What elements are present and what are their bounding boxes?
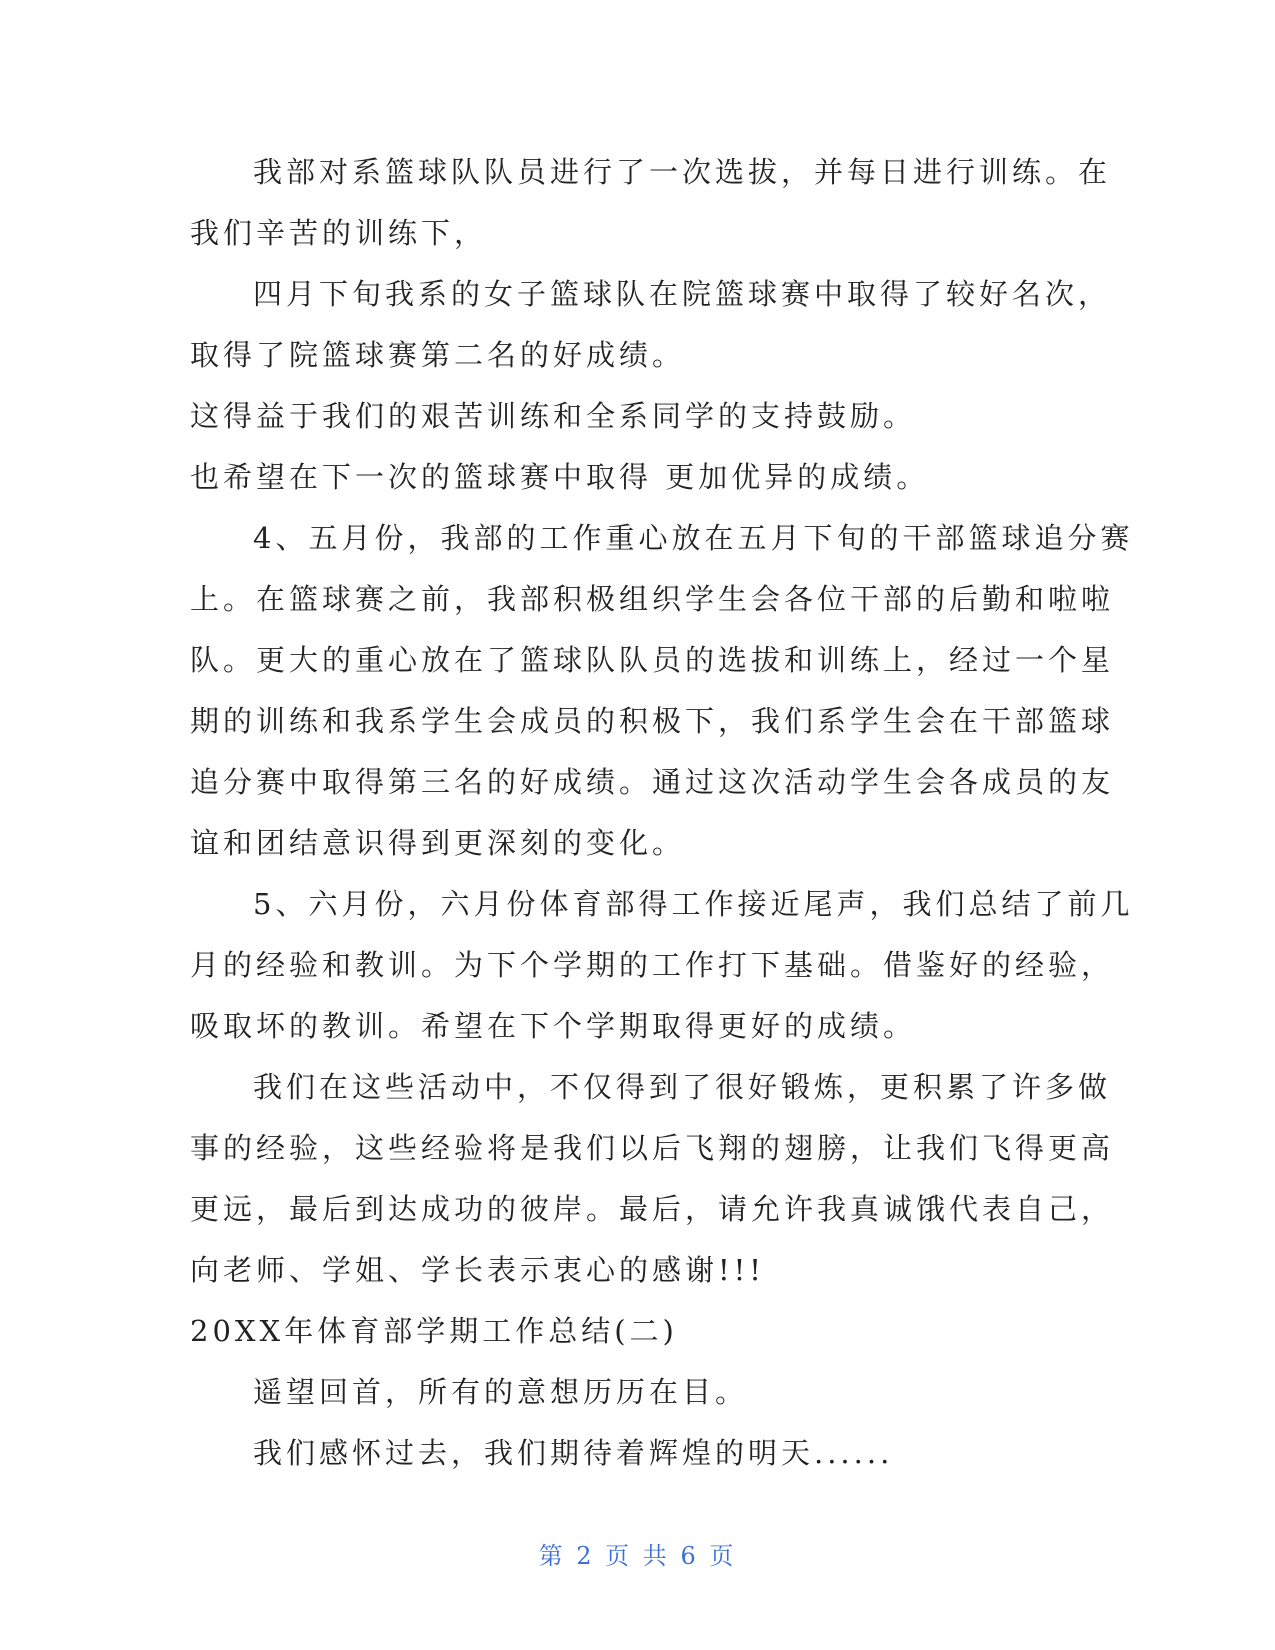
text-line: 4、五月份，我部的工作重心放在五月下旬的干部篮球追分赛 bbox=[253, 521, 1134, 555]
text-line: 遥望回首，所有的意想历历在目。 bbox=[253, 1375, 749, 1409]
text-line: 队。更大的重心放在了篮球队队员的选拔和训练上，经过一个星 bbox=[190, 643, 1115, 677]
text-line: 5、六月份，六月份体育部得工作接近尾声，我们总结了前几 bbox=[253, 887, 1134, 921]
text-line: 我部对系篮球队队员进行了一次选拔，并每日进行训练。在 bbox=[253, 155, 1112, 189]
text-line: 这得益于我们的艰苦训练和全系同学的支持鼓励。 bbox=[190, 399, 917, 433]
text-line: 月的经验和教训。为下个学期的工作打下基础。借鉴好的经验， bbox=[190, 948, 1115, 982]
text-line: 我们辛苦的训练下， bbox=[190, 216, 488, 250]
text-line: 更远，最后到达成功的彼岸。最后，请允许我真诚饿代表自己， bbox=[190, 1192, 1115, 1226]
text-line: 也希望在下一次的篮球赛中取得 更加优异的成绩。 bbox=[190, 460, 930, 494]
text-line: 四月下旬我系的女子篮球队在院篮球赛中取得了较好名次， bbox=[253, 277, 1112, 311]
text-line: 我们感怀过去，我们期待着辉煌的明天...... bbox=[253, 1436, 894, 1470]
page-number-footer: 第 2 页 共 6 页 bbox=[538, 1542, 737, 1570]
text-line: 追分赛中取得第三名的好成绩。通过这次活动学生会各成员的友 bbox=[190, 765, 1115, 799]
text-line: 我们在这些活动中，不仅得到了很好锻炼，更积累了许多做 bbox=[253, 1070, 1112, 1104]
text-line: 事的经验，这些经验将是我们以后飞翔的翅膀，让我们飞得更高 bbox=[190, 1131, 1115, 1165]
text-line: 向老师、学姐、学长表示衷心的感谢!!! bbox=[190, 1253, 765, 1287]
text-line: 期的训练和我系学生会成员的积极下，我们系学生会在干部篮球 bbox=[190, 704, 1115, 738]
text-line: 取得了院篮球赛第二名的好成绩。 bbox=[190, 338, 686, 372]
text-line: 谊和团结意识得到更深刻的变化。 bbox=[190, 826, 686, 860]
section-heading: 20XX年体育部学期工作总结(二) bbox=[190, 1314, 678, 1348]
text-line: 吸取坏的教训。希望在下个学期取得更好的成绩。 bbox=[190, 1009, 917, 1043]
text-line: 上。在篮球赛之前，我部积极组织学生会各位干部的后勤和啦啦 bbox=[190, 582, 1115, 616]
document-body bbox=[190, 142, 1134, 1484]
